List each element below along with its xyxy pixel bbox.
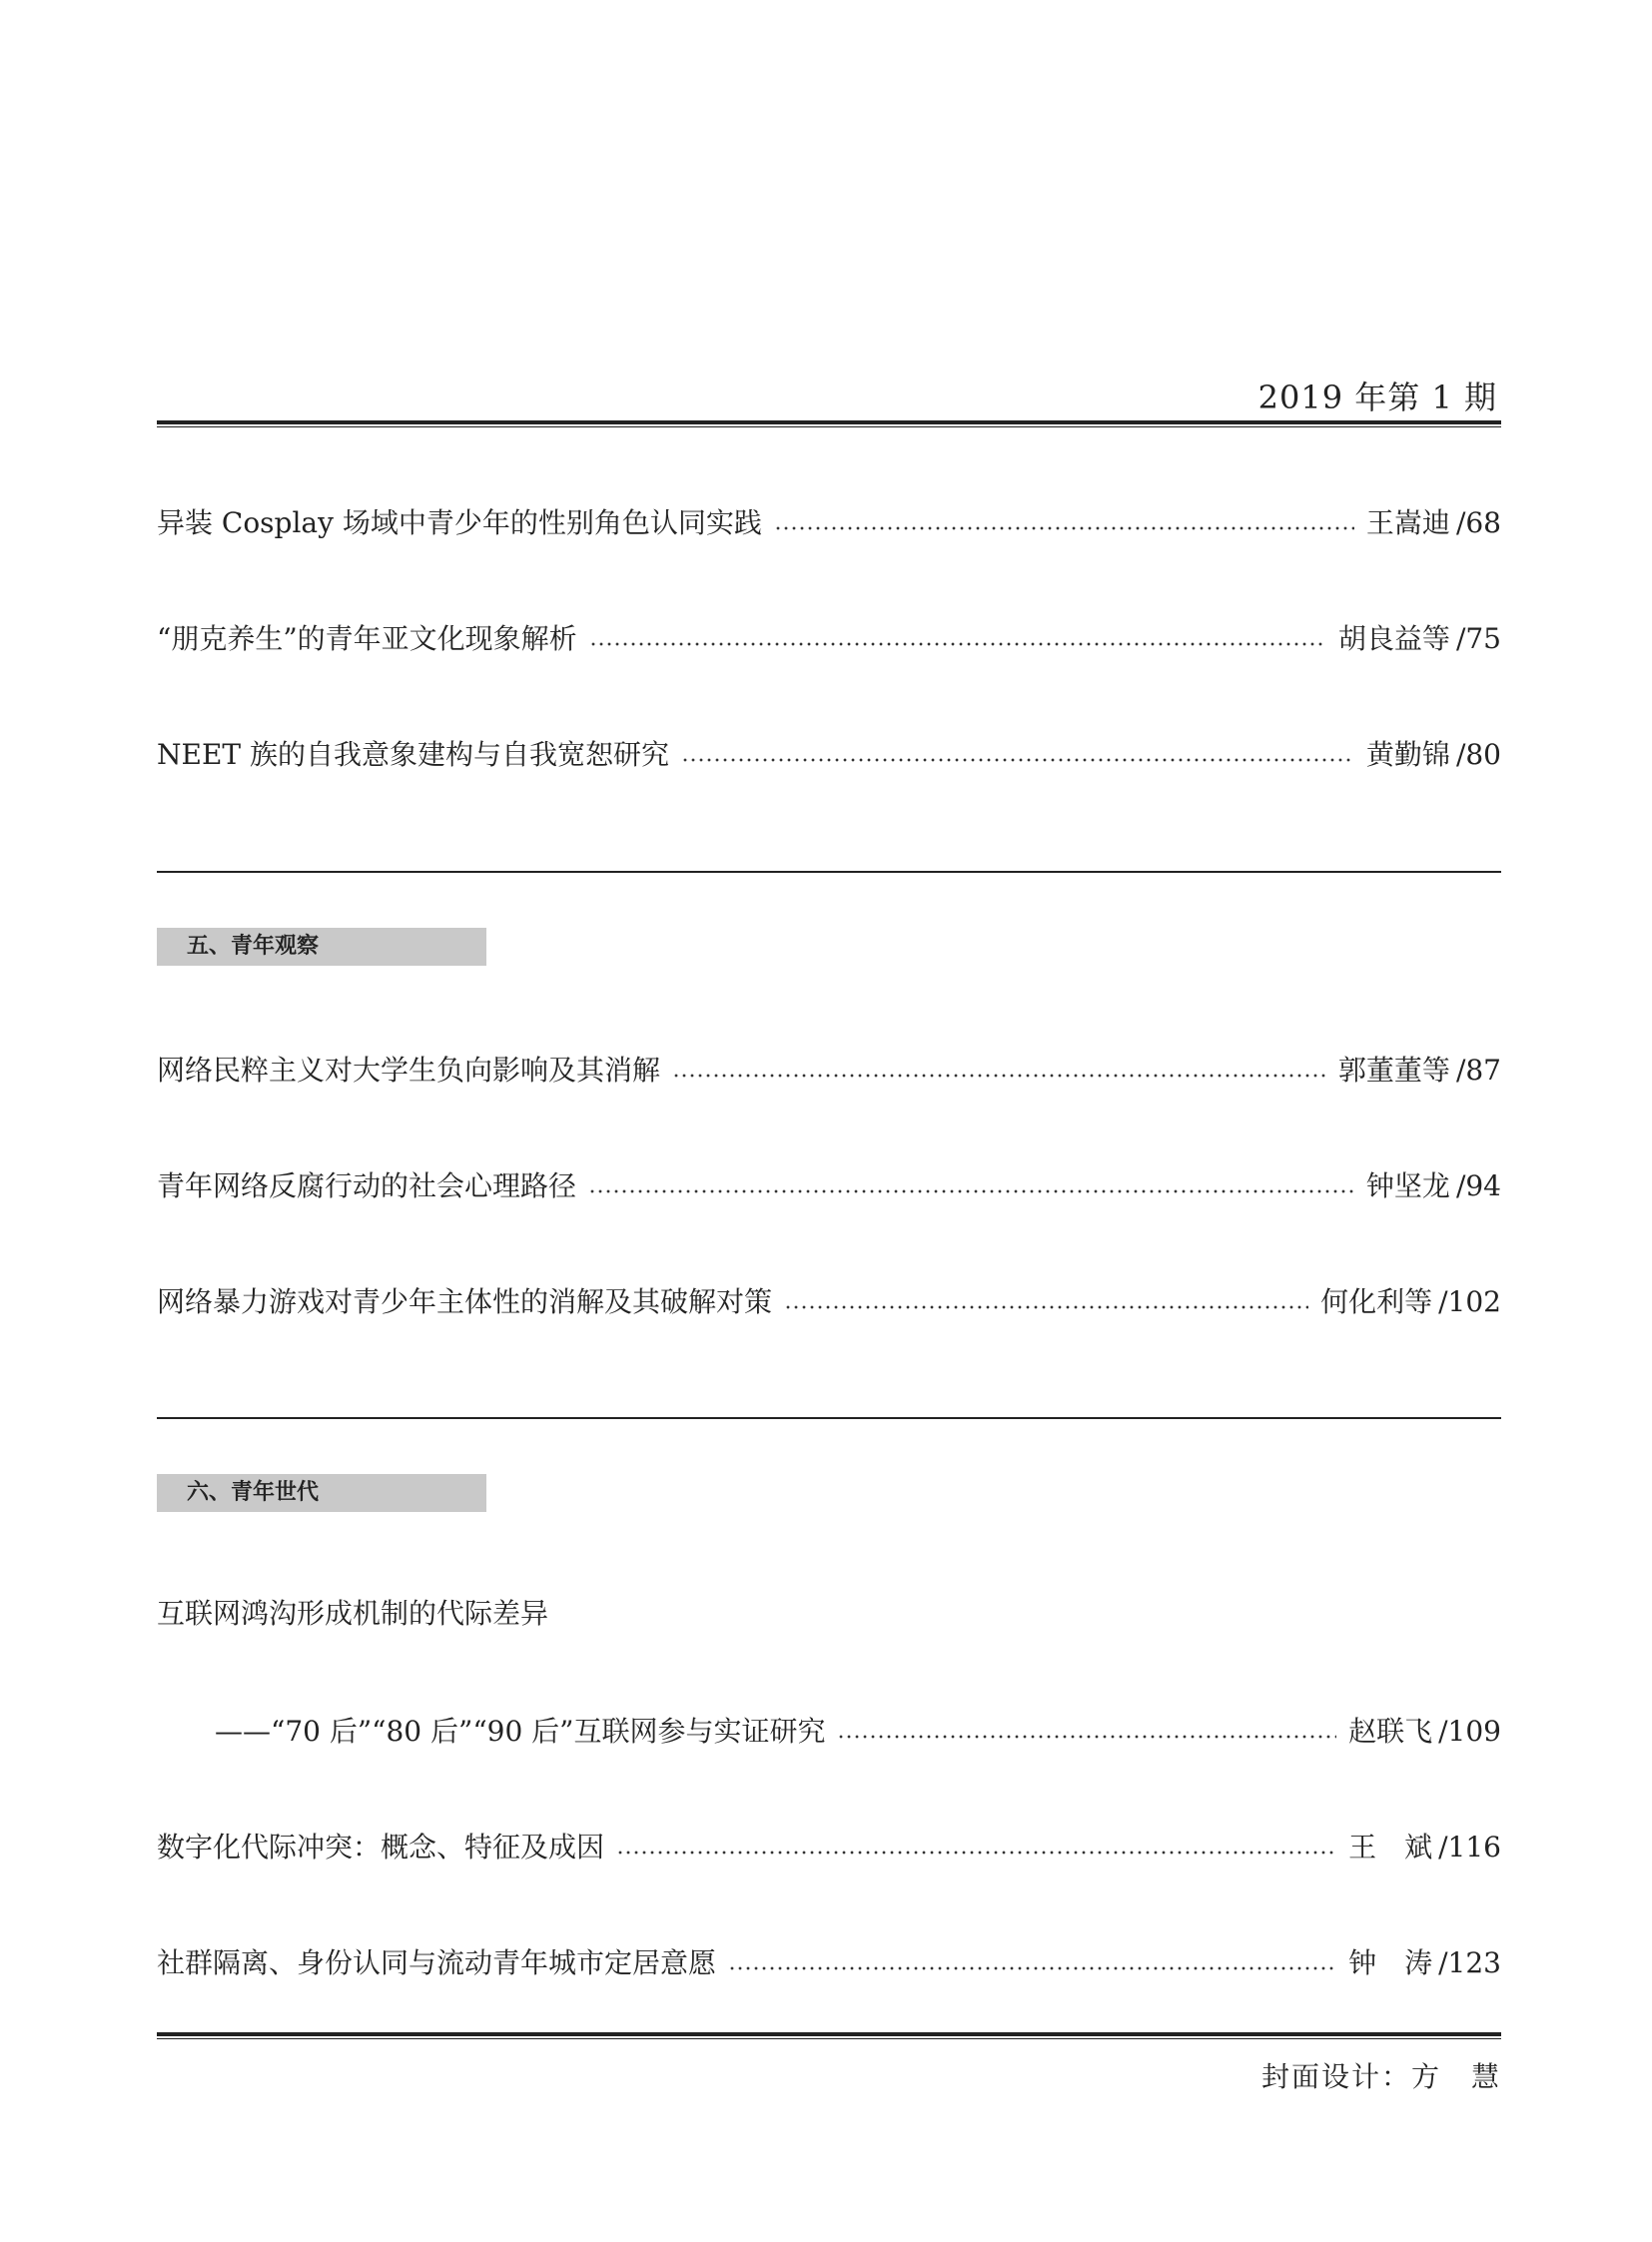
dot-leader — [681, 755, 1354, 765]
issue-label: 2019 年第 1 期 — [1257, 378, 1497, 416]
toc-entry[interactable] — [157, 1047, 1501, 1091]
dot-leader — [672, 1071, 1326, 1081]
entry-title: 网络民粹主义对大学生负向影响及其消解 — [157, 1054, 661, 1087]
toc-entry[interactable] — [215, 1708, 1501, 1752]
entry-author: 钟坚龙 — [1365, 1169, 1450, 1202]
toc-entry[interactable] — [157, 615, 1501, 659]
entry-title: 数字化代际冲突：概念、特征及成因 — [157, 1831, 605, 1864]
toc-entry[interactable] — [157, 1162, 1501, 1206]
entry-page: /87 — [1455, 1054, 1501, 1087]
entry-subtitle: ——“70 后”“80 后”“90 后”互联网参与实证研究 — [215, 1715, 826, 1748]
entry-author: 王嵩迪 — [1365, 506, 1450, 539]
entry-title: 青年网络反腐行动的社会心理路径 — [157, 1169, 577, 1202]
entry-page: /94 — [1455, 1169, 1501, 1202]
footer-double-rule — [157, 2032, 1501, 2039]
entry-page: /68 — [1455, 506, 1501, 539]
toc-entry[interactable] — [157, 1278, 1501, 1322]
entry-page: /75 — [1455, 622, 1501, 655]
dot-leader — [616, 1848, 1336, 1858]
header-double-rule — [157, 420, 1501, 427]
entry-author: 王 斌 — [1348, 1831, 1433, 1864]
entry-title: 网络暴力游戏对青少年主体性的消解及其破解对策 — [157, 1285, 773, 1318]
section-label-5: 五、青年观察 — [157, 928, 486, 966]
entry-author: 何化利等 — [1320, 1285, 1433, 1318]
entry-author: 黄勤锦 — [1365, 738, 1450, 771]
entry-author: 钟 涛 — [1348, 1946, 1433, 1979]
section-label-6: 六、青年世代 — [157, 1474, 486, 1512]
entry-page: /109 — [1438, 1715, 1501, 1748]
entry-author: 胡良益等 — [1337, 622, 1450, 655]
section-divider — [157, 1417, 1501, 1419]
dot-leader — [589, 639, 1326, 649]
toc-entry[interactable] — [157, 499, 1501, 543]
entry-main-title[interactable]: 互联网鸿沟形成机制的代际差异 — [157, 1597, 549, 1630]
dot-leader — [588, 1186, 1354, 1196]
entry-page: /80 — [1455, 738, 1501, 771]
toc-entry[interactable] — [157, 1824, 1501, 1868]
toc-entry[interactable] — [157, 731, 1501, 775]
entry-author: 郭董董等 — [1337, 1054, 1450, 1087]
cover-design-credit: 封面设计：方 慧 — [1260, 2060, 1501, 2093]
entry-page: /116 — [1438, 1831, 1501, 1864]
entry-title: 社群隔离、身份认同与流动青年城市定居意愿 — [157, 1946, 717, 1979]
toc-entry[interactable] — [157, 1939, 1501, 1983]
dot-leader — [784, 1302, 1308, 1312]
dot-leader — [728, 1963, 1336, 1973]
section-divider — [157, 871, 1501, 873]
entry-page: /123 — [1438, 1946, 1501, 1979]
entry-title: NEET 族的自我意象建构与自我宽恕研究 — [157, 738, 669, 771]
entry-title: “朋克养生”的青年亚文化现象解析 — [157, 622, 577, 655]
entry-title: 异装 Cosplay 场域中青少年的性别角色认同实践 — [157, 506, 762, 539]
dot-leader — [774, 523, 1354, 533]
dot-leader — [837, 1732, 1336, 1742]
entry-author: 赵联飞 — [1348, 1715, 1433, 1748]
entry-page: /102 — [1438, 1285, 1501, 1318]
